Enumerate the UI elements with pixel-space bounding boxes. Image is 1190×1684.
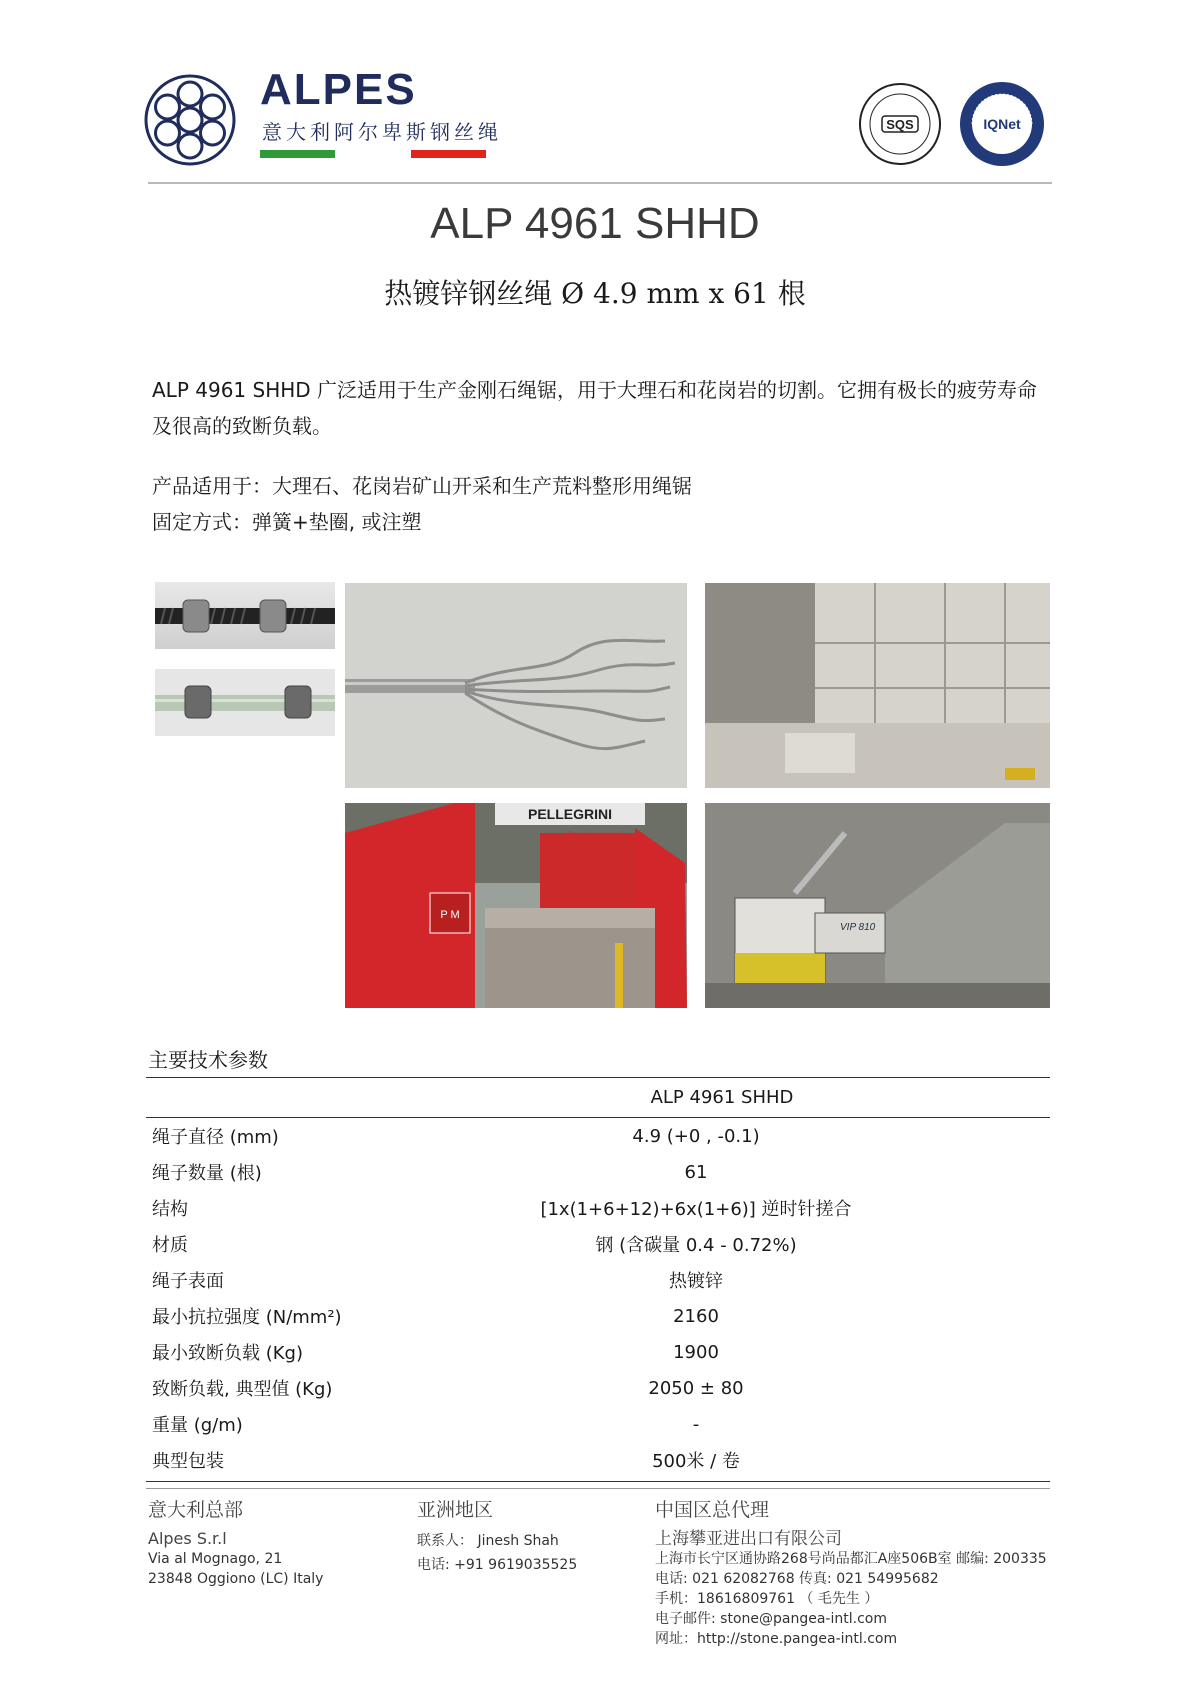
spec-table (146, 1118, 1050, 1478)
footer-asia-phone: 电话: +91 9619035525 (417, 1557, 578, 1573)
footer-asia-heading: 亚洲地区 (417, 1499, 494, 1521)
spec-value: 热镀锌 (669, 1271, 723, 1292)
spec-row (146, 1226, 1050, 1262)
spec-row (146, 1154, 1050, 1190)
spec-table-top-rule (146, 1077, 1050, 1078)
footer-italy-city: 23848 Oggiono (LC) Italy (148, 1571, 324, 1587)
spec-label: 绳子表面 (152, 1271, 224, 1292)
iqnet-certification-seal (958, 80, 1046, 168)
spec-row (146, 1118, 1050, 1154)
spec-value: 2050 ± 80 (648, 1377, 744, 1399)
wire-saw-machine-photo (705, 803, 1050, 1008)
product-title: ALP 4961 SHHD (430, 199, 760, 248)
footer-china-email[interactable]: 电子邮件: stone@pangea-intl.com (655, 1611, 887, 1627)
spec-heading: 主要技术参数 (148, 1048, 268, 1072)
spec-label: 典型包装 (152, 1451, 224, 1472)
iqnet-seal-text: IQNet (983, 116, 1021, 132)
italian-flag-bar (260, 150, 486, 158)
header-divider (148, 182, 1052, 184)
footer-china-company: 上海攀亚进出口有限公司 (655, 1529, 842, 1549)
spec-row (146, 1406, 1050, 1442)
spec-label: 最小抗拉强度 (N/mm²) (152, 1307, 342, 1328)
spec-value: 4.9 (+0 , -0.1) (632, 1125, 760, 1147)
spec-value: - (692, 1413, 700, 1435)
spec-value: 1900 (673, 1341, 719, 1363)
footer-asia-contact: 联系人： Jinesh Shah (417, 1533, 559, 1549)
wire-rope-cross-section-icon (144, 74, 236, 166)
spec-label: 绳子直径 (mm) (152, 1127, 279, 1148)
spec-value: 钢 (含碳量 0.4 - 0.72%) (595, 1235, 797, 1256)
machine-badge: P M (440, 909, 460, 921)
footer-italy-hq (148, 1497, 388, 1589)
footer-china-mobile: 手机：18616809761 （ 毛先生 ） (655, 1591, 879, 1607)
product-subtitle: 热镀锌钢丝绳 Ø 4.9 mm x 61 根 (384, 277, 806, 310)
spec-value: 500米 / 卷 (652, 1451, 740, 1472)
unwound-wire-rope-strands-photo (345, 583, 687, 788)
footer-china-address: 上海市长宁区通协路268号尚品都汇A座506B室 邮编: 200335 (655, 1551, 1047, 1567)
footer-italy-street: Via al Mognago, 21 (148, 1551, 283, 1567)
spec-row (146, 1334, 1050, 1370)
sqs-seal-text: SQS (886, 117, 914, 132)
spec-row (146, 1262, 1050, 1298)
brand-chinese-name: 意大利阿尔卑斯钢丝绳 (262, 120, 502, 144)
marble-quarry-photo (705, 583, 1050, 788)
spec-row (146, 1370, 1050, 1406)
footer-asia-region (417, 1497, 637, 1575)
spec-column-header: ALP 4961 SHHD (650, 1087, 794, 1108)
diamond-wire-saw-plastic-coated-photo (155, 669, 335, 736)
footer-china-phone-fax: 电话: 021 62082768 传真: 021 54995682 (655, 1571, 939, 1587)
spec-label: 结构 (152, 1199, 188, 1220)
footer-china-agent (655, 1497, 1075, 1649)
footer-italy-company: Alpes S.r.l (148, 1529, 227, 1548)
spec-label: 重量 (g/m) (152, 1415, 243, 1436)
wire-saw-machine-in-quarry-photo (345, 803, 687, 1008)
sqs-certification-seal (858, 82, 942, 166)
spec-label: 最小致断负载 (Kg) (152, 1343, 303, 1364)
spec-row (146, 1442, 1050, 1478)
footer-china-website[interactable]: 网址：http://stone.pangea-intl.com (655, 1631, 898, 1647)
fixing-method: 固定方式：弹簧+垫圈, 或注塑 (152, 510, 422, 534)
spec-label: 绳子数量 (根) (152, 1163, 262, 1184)
product-applications: 产品适用于：大理石、花岗岩矿山开采和生产荒料整形用绳锯 (152, 474, 692, 498)
spec-label: 致断负载, 典型值 (Kg) (152, 1379, 333, 1400)
product-description: ALP 4961 SHHD 广泛适用于生产金刚石绳锯，用于大理石和花岗岩的切割。它拥有极长的疲劳寿命及很高的致断负载。 (152, 378, 1038, 438)
brand-name: ALPES (260, 65, 417, 114)
spec-label: 材质 (152, 1235, 188, 1256)
spec-table-bottom-rule (146, 1481, 1050, 1482)
spec-row (146, 1190, 1050, 1226)
machine-2-label: VIP 810 (840, 922, 876, 933)
machine-brand-label: PELLEGRINI (527, 806, 613, 822)
spec-value: [1x(1+6+12)+6x(1+6)] 逆时针搓合 (540, 1199, 852, 1220)
spec-value: 61 (684, 1161, 708, 1183)
diamond-wire-saw-with-springs-photo (155, 582, 335, 649)
spec-value: 2160 (673, 1305, 719, 1327)
footer-divider (146, 1488, 1050, 1489)
footer-italy-heading: 意大利总部 (148, 1499, 244, 1521)
footer-china-heading: 中国区总代理 (655, 1499, 770, 1521)
spec-row (146, 1298, 1050, 1334)
